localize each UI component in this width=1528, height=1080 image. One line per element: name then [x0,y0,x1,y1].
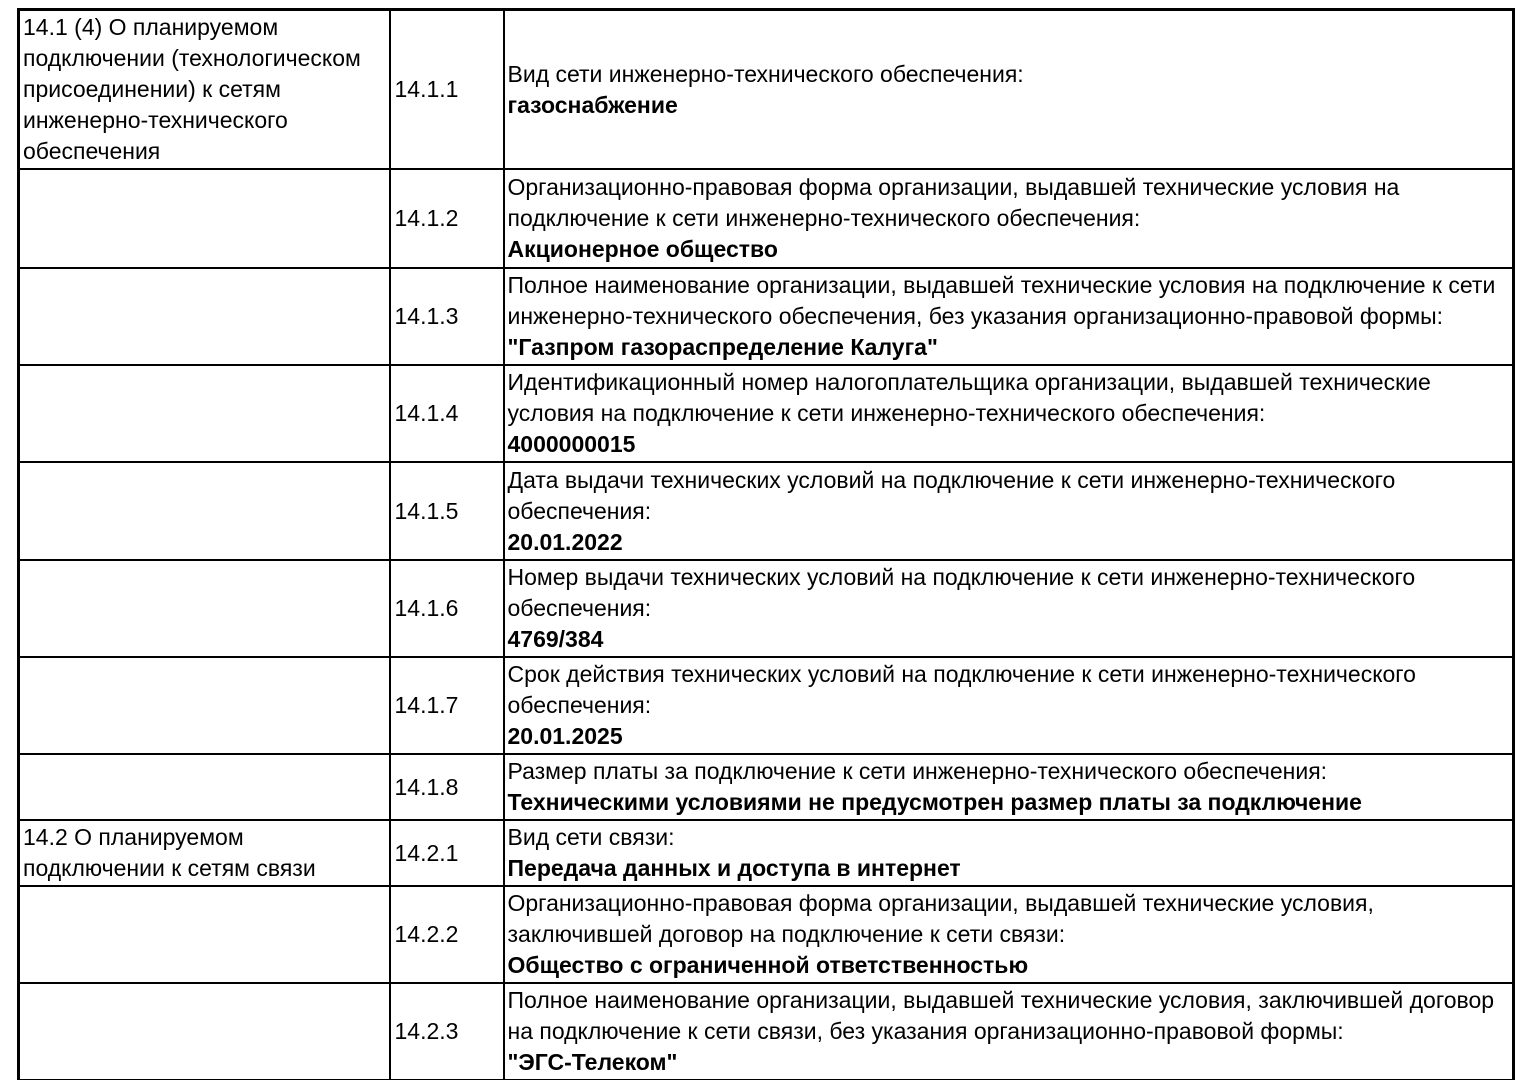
item-content [504,657,1514,754]
table-row [19,365,1514,462]
item-content [504,886,1514,983]
item-content [504,268,1514,365]
table-row [19,820,1514,886]
item-label: Организационно-правовая форма организации, выдавшей технические условия, заключившей договор на подключение к сети связи: [507,890,1374,947]
section-title [19,365,390,462]
item-number: 14.1.5 [390,462,504,560]
table-row [19,169,1514,268]
declaration-table [17,8,1515,1080]
item-content [504,10,1514,170]
item-value: Общество с ограниченной ответственностью [507,952,1029,978]
item-content [504,462,1514,560]
item-label: Номер выдачи технических условий на подключение к сети инженерно-технического обеспечения: [507,564,1416,621]
item-number: 14.2.1 [390,820,504,886]
item-value: "ЭГС-Телеком" [507,1049,678,1075]
table-row [19,754,1514,820]
section-title [19,169,390,268]
item-label: Срок действия технических условий на подключение к сети инженерно-технического обеспечения: [507,661,1416,718]
item-number: 14.1.8 [390,754,504,820]
item-label: Организационно-правовая форма организации, выдавшей технические условия на подключение к сети инженерно-технического обеспечения: [507,174,1400,231]
section-title [19,657,390,754]
item-value: "Газпром газораспределение Калуга" [507,334,938,360]
section-title: 14.2 О планируемом подключении к сетям связи [19,820,390,886]
table-row [19,268,1514,365]
item-value: 4000000015 [507,431,636,457]
item-content [504,560,1514,657]
table-row [19,560,1514,657]
item-number: 14.2.3 [390,983,504,1080]
item-label: Полное наименование организации, выдавшей технические условия, заключившей договор на подключение к сети связи, без указания организационно-правовой формы: [507,987,1495,1044]
item-label: Полное наименование организации, выдавшей технические условия на подключение к сети инженерно-технического обеспечения, без указания организационно-правовой формы: [507,272,1496,329]
item-content [504,820,1514,886]
item-value: Передача данных и доступа в интернет [507,855,961,881]
table-row [19,10,1514,170]
item-label: Вид сети связи: [507,824,675,850]
section-title [19,560,390,657]
item-number: 14.1.3 [390,268,504,365]
item-value: 20.01.2022 [507,528,623,555]
section-title [19,462,390,560]
item-content [504,754,1514,820]
table-row [19,462,1514,560]
item-value: 20.01.2025 [507,723,623,749]
item-number: 14.1.6 [390,560,504,657]
table-row [19,983,1514,1080]
item-value: 4769/384 [507,626,604,652]
item-label: Размер платы за подключение к сети инженерно-технического обеспечения: [507,758,1328,784]
section-title [19,754,390,820]
section-title: 14.1 (4) О планируемом подключении (технологическом присоединении) к сетям инженерно-технического обеспечения [19,10,390,170]
item-number: 14.1.4 [390,365,504,462]
item-content [504,365,1514,462]
item-number: 14.1.7 [390,657,504,754]
item-label: Дата выдачи технических условий на подключение к сети инженерно-технического обеспечения: [507,466,1396,524]
table-row [19,886,1514,983]
table-row [19,657,1514,754]
item-value: Акционерное общество [507,236,778,262]
section-title [19,983,390,1080]
section-title [19,268,390,365]
item-label: Вид сети инженерно-технического обеспечения: [507,60,1024,87]
item-number: 14.1.1 [390,10,504,170]
section-title [19,886,390,983]
item-number: 14.2.2 [390,886,504,983]
item-value: Техническими условиями не предусмотрен размер платы за подключение [507,789,1362,815]
item-value: газоснабжение [507,91,678,118]
item-label: Идентификационный номер налогоплательщика организации, выдавшей технические условия на подключение к сети инженерно-технического обеспечения: [507,369,1431,426]
item-number: 14.1.2 [390,169,504,268]
item-content [504,169,1514,268]
item-content [504,983,1514,1080]
